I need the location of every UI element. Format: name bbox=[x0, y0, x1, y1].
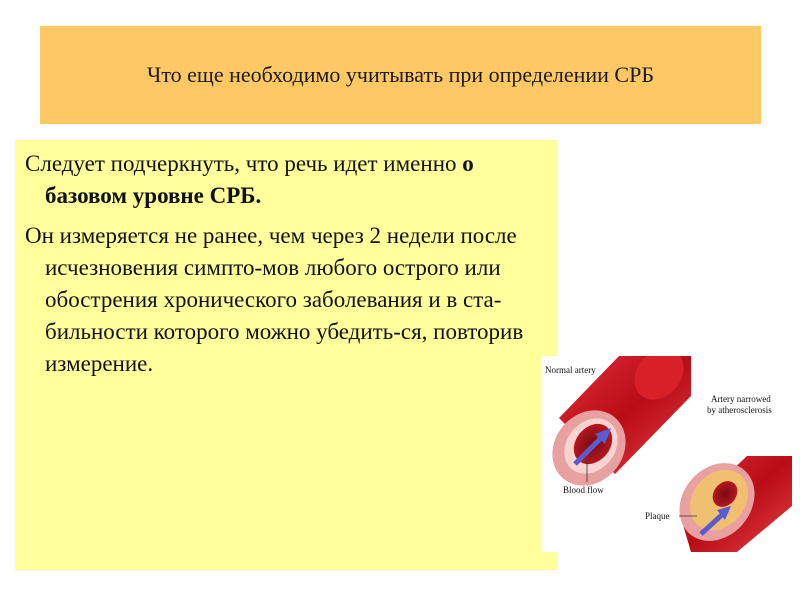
artery-diagram bbox=[541, 356, 792, 552]
paragraph-measurement: Он измеряется не ранее, чем через 2 недели после исчезновения симпто-мов любого острого или обострения хронического заболевания и в ста-бильности которого можно убедить-ся, повторив измерение. bbox=[25, 223, 524, 376]
narrowed-artery bbox=[664, 448, 792, 552]
title-bar bbox=[40, 26, 761, 124]
paragraph-base-level bbox=[25, 148, 548, 212]
paragraph-base-level-text: Следует подчеркнуть, что речь идет именно bbox=[25, 151, 463, 176]
label-artery-narrowed-line1: Artery narrowed bbox=[711, 394, 771, 404]
label-normal-artery: Normal artery bbox=[545, 365, 596, 375]
label-plaque: Plaque bbox=[645, 511, 670, 521]
label-artery-narrowed-line2: by atherosclerosis bbox=[707, 405, 772, 415]
normal-artery bbox=[541, 356, 694, 500]
artery-illustration bbox=[541, 356, 792, 552]
slide-title: Что еще необходимо учитывать при определении СРБ bbox=[147, 62, 654, 87]
content-box bbox=[15, 140, 558, 570]
paragraph-base-level-bold: о базовом уровне СРБ. bbox=[45, 151, 474, 208]
label-blood-flow: Blood flow bbox=[563, 485, 604, 495]
